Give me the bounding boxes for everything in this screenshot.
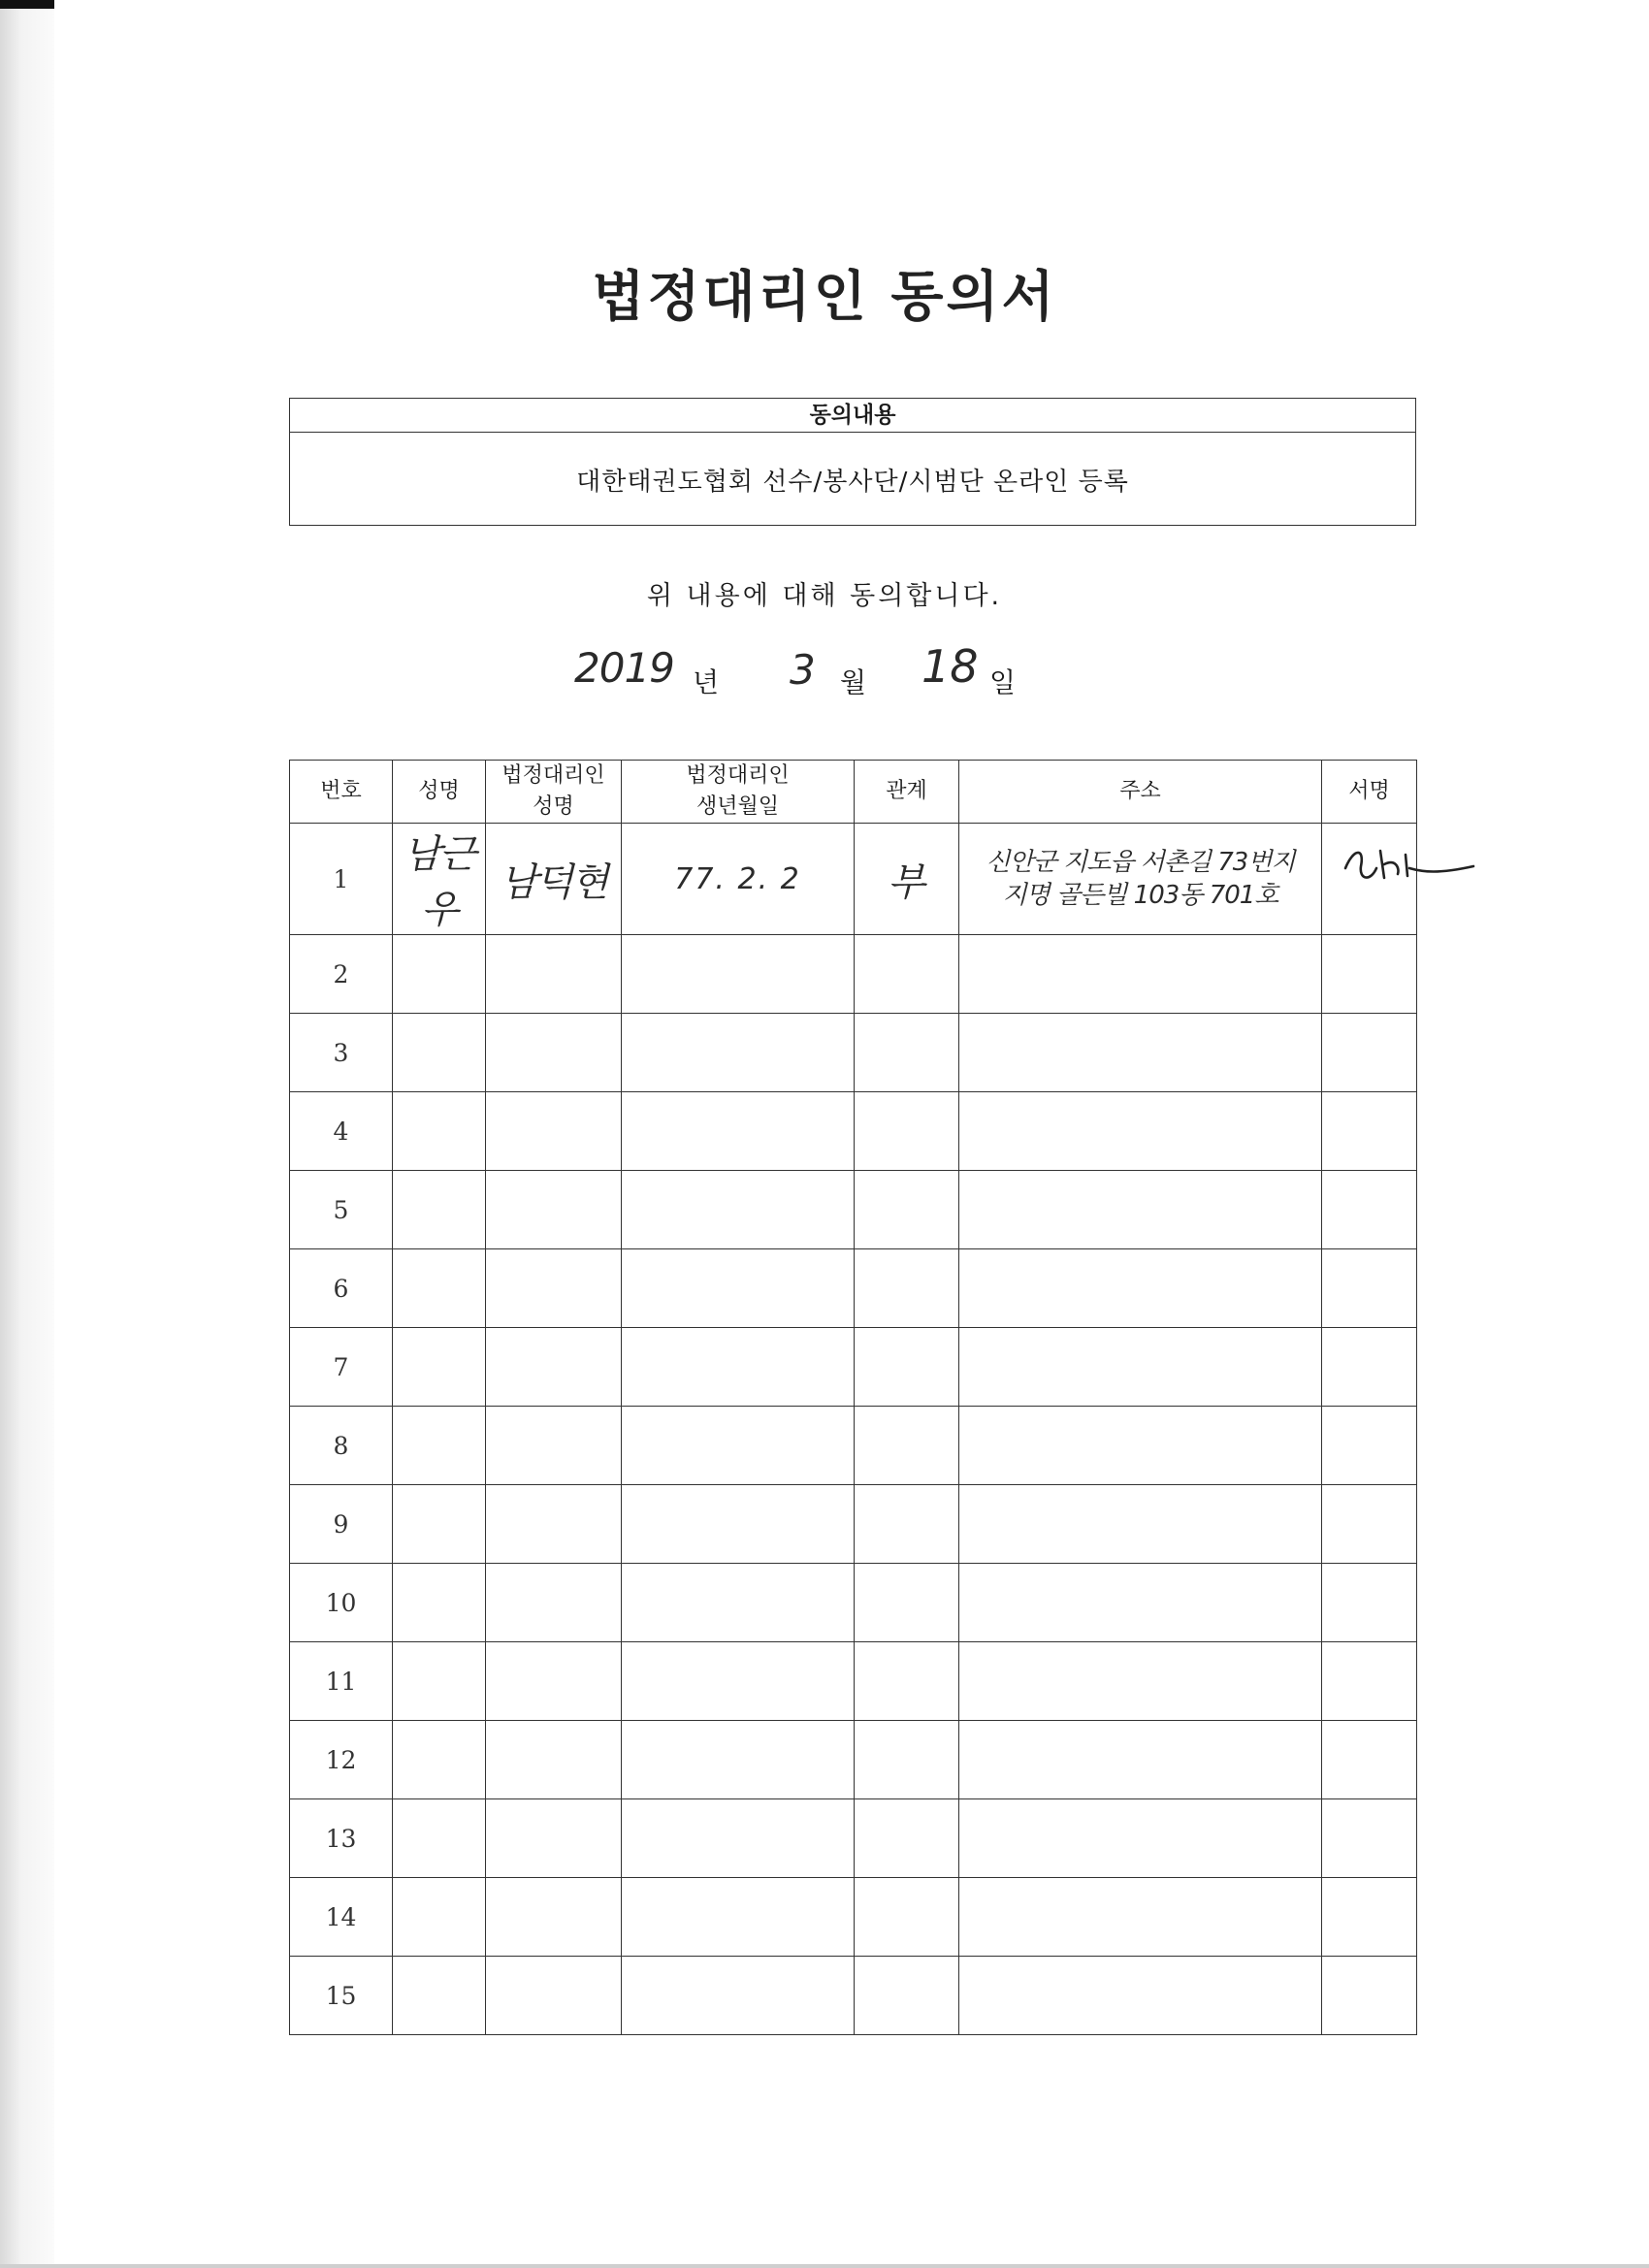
row-number: 3 (290, 1014, 393, 1092)
document-title: 법정대리인 동의서 (592, 265, 1057, 329)
table-row (290, 935, 1417, 1014)
header-name: 성명 (393, 761, 486, 824)
table-row (290, 1171, 1417, 1249)
header-address: 주소 (959, 761, 1322, 824)
table-row (290, 1485, 1417, 1564)
row-number: 8 (290, 1407, 393, 1485)
table-row (290, 1721, 1417, 1799)
day-label: 일 (989, 666, 1017, 698)
table-header-row (290, 761, 1417, 824)
header-number: 번호 (290, 761, 393, 824)
header-guardian-dob: 법정대리인 생년월일 (622, 761, 855, 824)
header-guardian-name: 법정대리인 성명 (486, 761, 622, 824)
row-number: 2 (290, 935, 393, 1014)
row-number: 10 (290, 1564, 393, 1642)
signature-cell (1322, 824, 1417, 935)
row-number: 15 (290, 1957, 393, 2035)
table-row (290, 824, 1417, 935)
table-row (290, 1014, 1417, 1092)
year-label: 년 (693, 666, 720, 698)
row-number: 9 (290, 1485, 393, 1564)
header-relation: 관계 (855, 761, 959, 824)
header-signature: 서명 (1322, 761, 1417, 824)
row-number: 1 (290, 824, 393, 935)
handwritten-relation: 부 (855, 824, 959, 935)
row-number: 12 (290, 1721, 393, 1799)
consent-content-header: 동의내용 (290, 399, 1415, 433)
handwritten-guardian-dob: 77. 2. 2 (622, 824, 855, 935)
row-number: 13 (290, 1799, 393, 1878)
table-row (290, 1642, 1417, 1721)
handwritten-signature (1342, 829, 1477, 897)
row-number: 5 (290, 1171, 393, 1249)
handwritten-day: 18 (922, 640, 979, 693)
consent-content-body: 대한태권도협회 선수/봉사단/시범단 온라인 등록 (576, 467, 1129, 497)
handwritten-month: 3 (790, 646, 816, 694)
row-number: 4 (290, 1092, 393, 1171)
handwritten-guardian-name: 남덕현 (486, 824, 622, 935)
agreement-statement: 위 내용에 대해 동의합니다. (646, 581, 1003, 611)
table-row (290, 1564, 1417, 1642)
row-number: 11 (290, 1642, 393, 1721)
consent-content-box (289, 398, 1416, 526)
row-number: 14 (290, 1878, 393, 1957)
scan-left-edge (0, 0, 54, 2268)
row-number: 6 (290, 1249, 393, 1328)
handwritten-address (959, 824, 1322, 935)
guardian-consent-table (289, 760, 1417, 2035)
month-label: 월 (840, 666, 867, 698)
row-number: 7 (290, 1328, 393, 1407)
table-row (290, 1799, 1417, 1878)
address-line-2: 지명 골든빌 103동 701호 (1002, 881, 1278, 910)
handwritten-name: 남근우 (393, 824, 486, 935)
table-row (290, 1957, 1417, 2035)
address-line-1: 신안군 지도읍 서촌길 73번지 (986, 848, 1295, 877)
table-row (290, 1249, 1417, 1328)
table-row (290, 1407, 1417, 1485)
scan-bottom-edge (0, 2264, 1649, 2268)
table-row (290, 1328, 1417, 1407)
scan-corner-mark (0, 0, 54, 9)
handwritten-year: 2019 (574, 644, 674, 692)
table-row (290, 1092, 1417, 1171)
table-row (290, 1878, 1417, 1957)
date-line (0, 640, 1649, 708)
